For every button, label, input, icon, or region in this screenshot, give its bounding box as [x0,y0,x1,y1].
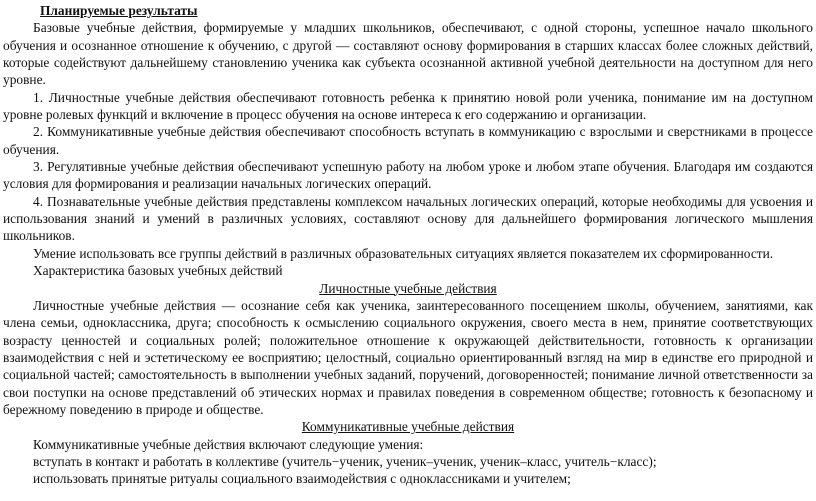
intro-paragraph: Базовые учебные действия, формируемые у младших школьников, обеспечивают, с одной стороны, успешное начало школьного обучения и осознанное отношение к обучению, с другой — составляют основу формирования в старших классах более сложных действий, которые содействуют дальнейшему становлению ученика как субъекта осознанной активной учебной деятельности на доступном для него уровне. [3,20,813,88]
communicative-skill-item: вступать в контакт и работать в коллективе (учитель−ученик, ученик–ученик, ученик–класс, учитель−класс); [33,453,657,469]
personal-actions-paragraph: 1. Личностные учебные действия обеспечивают готовность ребенка к принятию новой роли ученика, понимание им на доступном уровне ролевых функций и включение в процесс обучения на основе интереса к его содержанию и организации. [3,89,813,123]
cognitive-actions-paragraph: 4. Познавательные учебные действия представлены комплексом начальных логических операций, которые необходимы для усвоения и использования знаний и умений в различных условиях, составляют основу для дальнейшего формирования логического мышления школьников. [3,193,813,244]
personal-section-title: Личностные учебные действия [319,280,497,296]
communicative-intro: Коммуникативные учебные действия включают следующие умения: [33,436,424,452]
regulatory-actions-paragraph: 3. Регулятивные учебные действия обеспечивают успешную работу на любом уроке и любом этапе обучения. Благодаря им создаются условия для формирования и реализации начальных логических операций. [3,159,813,192]
characteristic-heading: Характеристика базовых учебных действий [33,263,283,279]
section-heading: Планируемые результаты [40,3,198,18]
communicative-skill-item: использовать принятые ритуалы социального взаимодействия с одноклассниками и учителем; [33,471,571,487]
communicative-section-title: Коммуникативные учебные действия [301,419,515,435]
communicative-actions-paragraph: 2. Коммуникативные учебные действия обеспечивают способность вступать в коммуникацию с взрослыми и сверстниками в процессе обучения. [3,124,813,157]
usage-paragraph: Умение использовать все группы действий в различных образовательных ситуациях является показателем их сформированности. [33,245,774,261]
personal-section-text: Личностные учебные действия — осознание себя как ученика, заинтересованного посещением школы, обучением, занятиями, как члена семьи, одноклассника, друга; способность к осмыслению социального окружения, своего места в нем, принятие соответствующих возрасту ценностей и социальных ролей; положительное отношение к окружающей действительности, готовность к организации взаимодействия с ней и эстетическому ее восприятию; целостный, социально ориентированный взгляд на мир в единстве его природной и социальной частей; самостоятельность в выполнении учебных заданий, поручений, договоренностей; понимание личной ответственности за свои поступки на основе представлений об этических нормах и правилах поведения в современном обществе; готовность к безопасному и бережному поведению в природе и обществе. [3,297,813,417]
